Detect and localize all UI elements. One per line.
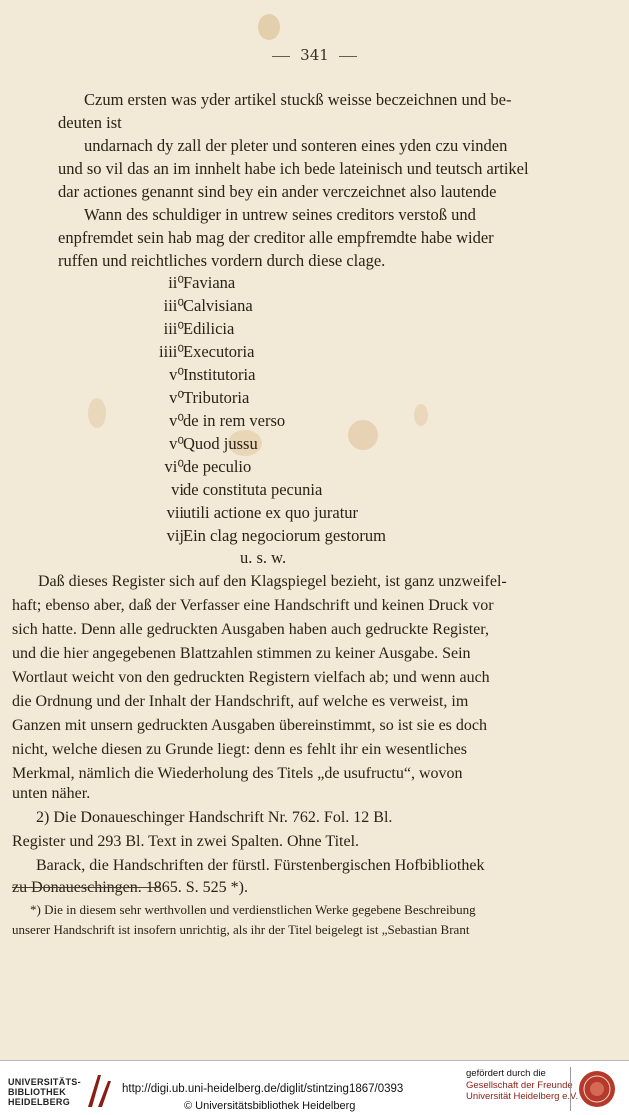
library-logo-icon (84, 1071, 114, 1111)
list-numeral: iii⁰ (163, 319, 184, 338)
list-numeral: v⁰ (169, 411, 184, 430)
list-numeral: v⁰ (169, 434, 184, 453)
list-numeral: vi (171, 480, 184, 499)
list-numeral: iiii⁰ (159, 342, 184, 361)
body-line: dar actiones genannt sind bey ein ander verczeichnet also lautende (58, 182, 497, 201)
copyright-text: © Universitätsbibliothek Heidelberg (184, 1100, 356, 1112)
list-item: utili actione ex quo juratur (183, 503, 359, 522)
list-numeral: v⁰ (169, 365, 184, 384)
footnote-line: unserer Handschrift ist insofern unrichtig, als ihr der Titel beigelegt ist „Sebastian Brant (12, 922, 470, 937)
para-line: die Ordnung und der Inhalt der Handschrift, auf welche es verweist, im (12, 693, 469, 710)
body-line: Czum ersten was yder artikel stuckß weisse beczeichnen und be- (84, 90, 512, 109)
footer-divider (570, 1067, 571, 1111)
body-line: undarnach dy zall der pleter und sonteren eines yden czu vinden (84, 136, 508, 155)
list-numeral: vi⁰ (164, 457, 184, 476)
list-item: Tributoria (183, 388, 250, 407)
body-line: enpfremdet sein hab mag der creditor alle empfremdte habe wider (58, 228, 494, 247)
sponsor-line: gefördert durch die (466, 1068, 546, 1079)
body-line: deuten ist (58, 113, 122, 132)
para-line: Merkmal, nämlich die Wiederholung des Titels „de usufructu“, wovon (12, 765, 463, 782)
list-item: Quod jussu (183, 434, 258, 453)
paper-stain (348, 420, 378, 450)
item2-line: 2) Die Donaueschinger Handschrift Nr. 762. Fol. 12 Bl. (36, 809, 393, 826)
list-item: Institutoria (183, 365, 256, 384)
para-line: Daß dieses Register sich auf den Klagspiegel bezieht, ist ganz unzweifel- (38, 573, 507, 590)
paper-stain (414, 404, 428, 426)
para-line: sich hatte. Denn alle gedruckten Ausgaben haben auch gedruckte Register, (12, 621, 489, 638)
list-item: de peculio (183, 457, 252, 476)
library-name (8, 1077, 81, 1107)
list-item: de constituta pecunia (183, 480, 323, 499)
footnote-rule (12, 887, 160, 888)
list-item: Ein clag negociorum gestorum (183, 526, 386, 545)
library-name-line: UNIVERSITÄTS- (8, 1077, 81, 1087)
para-line: unten näher. (12, 785, 91, 802)
list-numeral: v⁰ (169, 388, 184, 407)
list-numeral: vij (166, 526, 184, 545)
list-item: de in rem verso (183, 411, 286, 430)
item2-line: zu Donaueschingen. 1865. S. 525 *). (12, 879, 248, 896)
etc-line: u. s. w. (240, 548, 287, 567)
library-name-line: BIBLIOTHEK (8, 1087, 66, 1097)
para-line: haft; ebenso aber, daß der Verfasser eine Handschrift und keinen Druck vor (12, 597, 494, 614)
permalink-url[interactable]: http://digi.ub.uni-heidelberg.de/diglit/stintzing1867/0393 (122, 1083, 404, 1095)
para-line: nicht, welche diesen zu Grunde liegt: denn es fehlt ihr ein wesentliches (12, 741, 467, 758)
body-line: Wann des schuldiger in untrew seines creditors verstoß und (84, 205, 476, 224)
item2-line: Register und 293 Bl. Text in zwei Spalten. Ohne Titel. (12, 833, 360, 850)
library-name-line: HEIDELBERG (8, 1097, 71, 1107)
sponsor-line: Gesellschaft der Freunde (466, 1079, 573, 1091)
body-line: und so vil das an im innhelt habe ich bede lateinisch und teutsch artikel (58, 159, 529, 178)
list-numeral: ii⁰ (168, 273, 184, 292)
library-footer (0, 1060, 629, 1115)
paper-stain (88, 398, 106, 428)
sponsor-text (466, 1068, 578, 1103)
list-item: Executoria (183, 342, 255, 361)
list-numeral: vii (166, 503, 184, 522)
para-line: Ganzen mit unsern gedruckten Ausgaben übereinstimmt, so ist sie es doch (12, 717, 488, 734)
page-number: 341 (0, 46, 629, 64)
paper-stain (258, 14, 280, 40)
list-item: Edilicia (183, 319, 235, 338)
list-item: Calvisiana (183, 296, 253, 315)
body-line: ruffen und reichtliches vordern durch diese clage. (58, 251, 386, 270)
list-numeral: iii⁰ (163, 296, 184, 315)
para-line: und die hier angegebenen Blattzahlen stimmen zu keiner Ausgabe. Sein (12, 645, 471, 662)
sponsor-line: Universität Heidelberg e.V. (466, 1091, 579, 1102)
item2-line: Barack, die Handschriften der fürstl. Fürstenbergischen Hofbibliothek (36, 857, 485, 874)
list-item: Faviana (183, 273, 236, 292)
footnote-line: *) Die in diesem sehr werthvollen und verdienstlichen Werke gegebene Beschreibung (30, 902, 476, 917)
para-line: Wortlaut weicht von den gedruckten Registern vielfach ab; und wenn auch (12, 669, 490, 686)
university-seal-icon (577, 1069, 617, 1109)
